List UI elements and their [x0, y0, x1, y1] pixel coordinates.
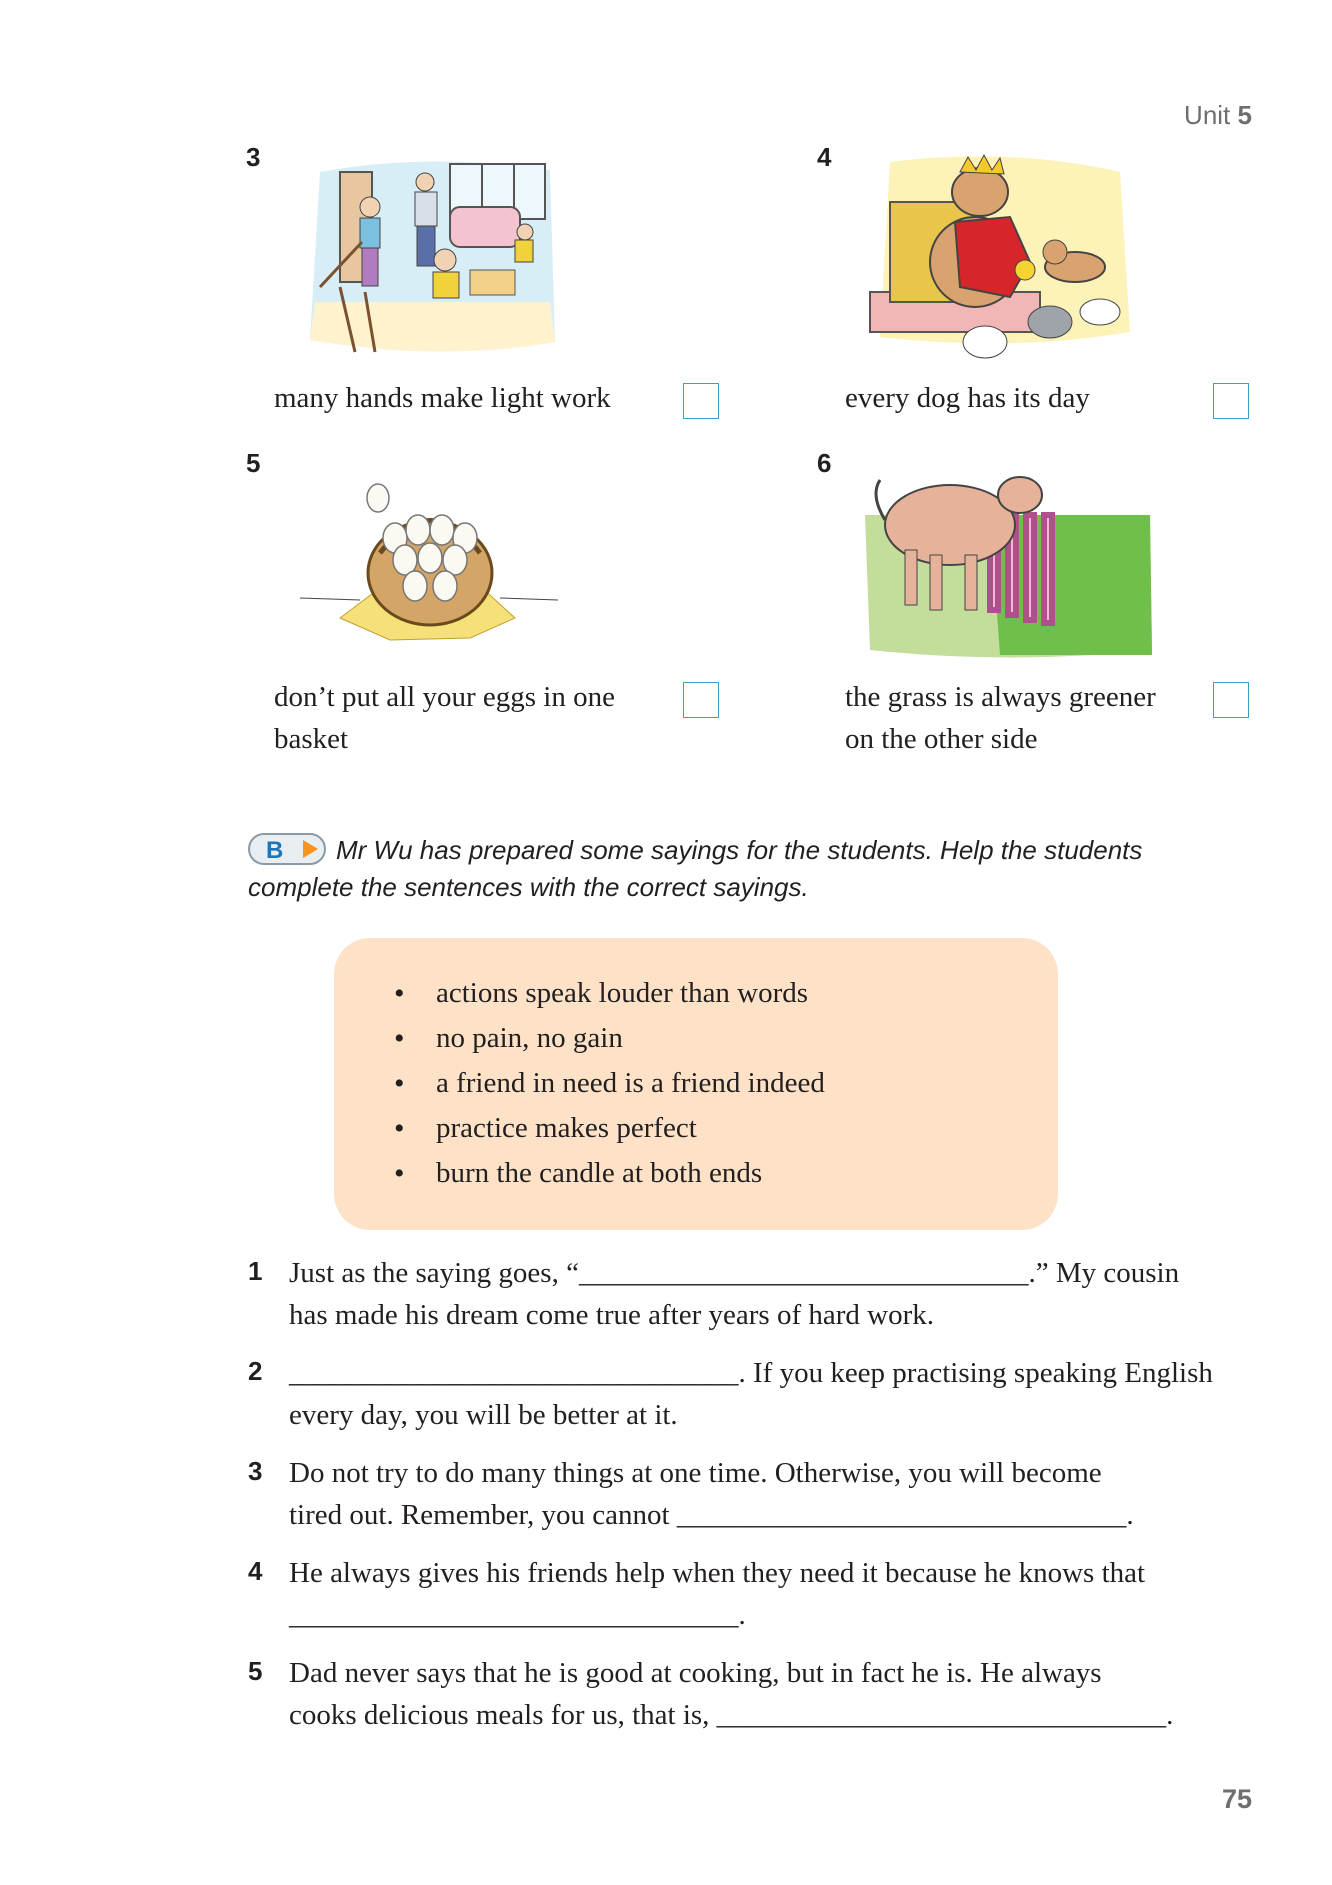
- unit-number: 5: [1237, 100, 1252, 130]
- item-number-3: 3: [246, 142, 261, 172]
- question-line: cooks delicious meals for us, that is, _______________________________.: [289, 1699, 1174, 1731]
- question-number: 2: [248, 1356, 263, 1386]
- question-text[interactable]: [289, 1652, 1248, 1736]
- illustration-dog-king: [860, 152, 1140, 372]
- answer-checkbox-3[interactable]: [683, 383, 719, 419]
- question-line: Dad never says that he is good at cooking, but in fact he is. He always: [289, 1657, 1102, 1689]
- question-line: every day, you will be better at it.: [289, 1399, 678, 1431]
- question-line: _______________________________.: [289, 1599, 746, 1631]
- page-number: 75: [1221, 1784, 1252, 1814]
- instruction-line-2: complete the sentences with the correct sayings.: [248, 872, 809, 902]
- caption-item-5: [274, 676, 615, 760]
- sayings-word-box: [334, 938, 1058, 1230]
- unit-header: [1184, 100, 1252, 131]
- answer-checkbox-5[interactable]: [683, 682, 719, 718]
- illustration-many-hands-cleaning: [300, 152, 560, 362]
- question-line: has made his dream come true after years of hard work.: [289, 1299, 934, 1331]
- question-5: [248, 1652, 1248, 1736]
- question-text[interactable]: [289, 1452, 1248, 1536]
- question-2: [248, 1352, 1248, 1436]
- caption-item-6: [845, 676, 1156, 760]
- caption-line: every dog has its day: [845, 382, 1090, 414]
- question-text[interactable]: [289, 1352, 1248, 1436]
- item-number-5: 5: [246, 448, 261, 478]
- question-line: _______________________________. If you keep practising speaking English: [289, 1357, 1213, 1389]
- item-number-6: 6: [817, 448, 832, 478]
- saying-item: • a friend in need is a friend indeed: [394, 1061, 1058, 1106]
- saying-item: • actions speak louder than words: [394, 971, 1058, 1016]
- saying-item: • no pain, no gain: [394, 1016, 1058, 1061]
- caption-line: the grass is always greener: [845, 681, 1156, 713]
- question-4: [248, 1552, 1248, 1636]
- question-line: He always gives his friends help when they need it because he knows that: [289, 1557, 1146, 1589]
- caption-line: many hands make light work: [274, 382, 611, 414]
- question-1: [248, 1252, 1248, 1336]
- answer-checkbox-6[interactable]: [1213, 682, 1249, 718]
- question-number: 4: [248, 1556, 263, 1586]
- caption-item-3: [274, 377, 611, 419]
- section-b-instruction: [248, 832, 1248, 906]
- section-b-badge-icon: [248, 833, 326, 865]
- caption-line: don’t put all your eggs in one: [274, 681, 615, 713]
- question-text[interactable]: [289, 1552, 1248, 1636]
- question-number: 3: [248, 1456, 263, 1486]
- unit-label: Unit: [1184, 100, 1231, 130]
- question-text[interactable]: [289, 1252, 1248, 1336]
- item-number-4: 4: [817, 142, 832, 172]
- saying-item: • burn the candle at both ends: [394, 1151, 1058, 1196]
- question-line: Just as the saying goes, “_______________________________.” My cousin: [289, 1257, 1180, 1289]
- caption-item-4: [845, 377, 1090, 419]
- answer-checkbox-4[interactable]: [1213, 383, 1249, 419]
- question-number: 5: [248, 1656, 263, 1686]
- illustration-eggs-in-basket: [300, 468, 560, 648]
- sayings-list: [334, 938, 1058, 1196]
- question-line: tired out. Remember, you cannot _______________________________.: [289, 1499, 1134, 1531]
- section-b-letter: B: [266, 837, 284, 864]
- question-line: Do not try to do many things at one time. Otherwise, you will become: [289, 1457, 1102, 1489]
- question-number: 1: [248, 1256, 263, 1286]
- question-3: [248, 1452, 1248, 1536]
- saying-item: • practice makes perfect: [394, 1106, 1058, 1151]
- instruction-line-1: Mr Wu has prepared some sayings for the students. Help the students: [336, 835, 1143, 865]
- caption-line: on the other side: [845, 723, 1038, 755]
- caption-line: basket: [274, 723, 349, 755]
- illustration-cow-at-fence: [860, 455, 1160, 665]
